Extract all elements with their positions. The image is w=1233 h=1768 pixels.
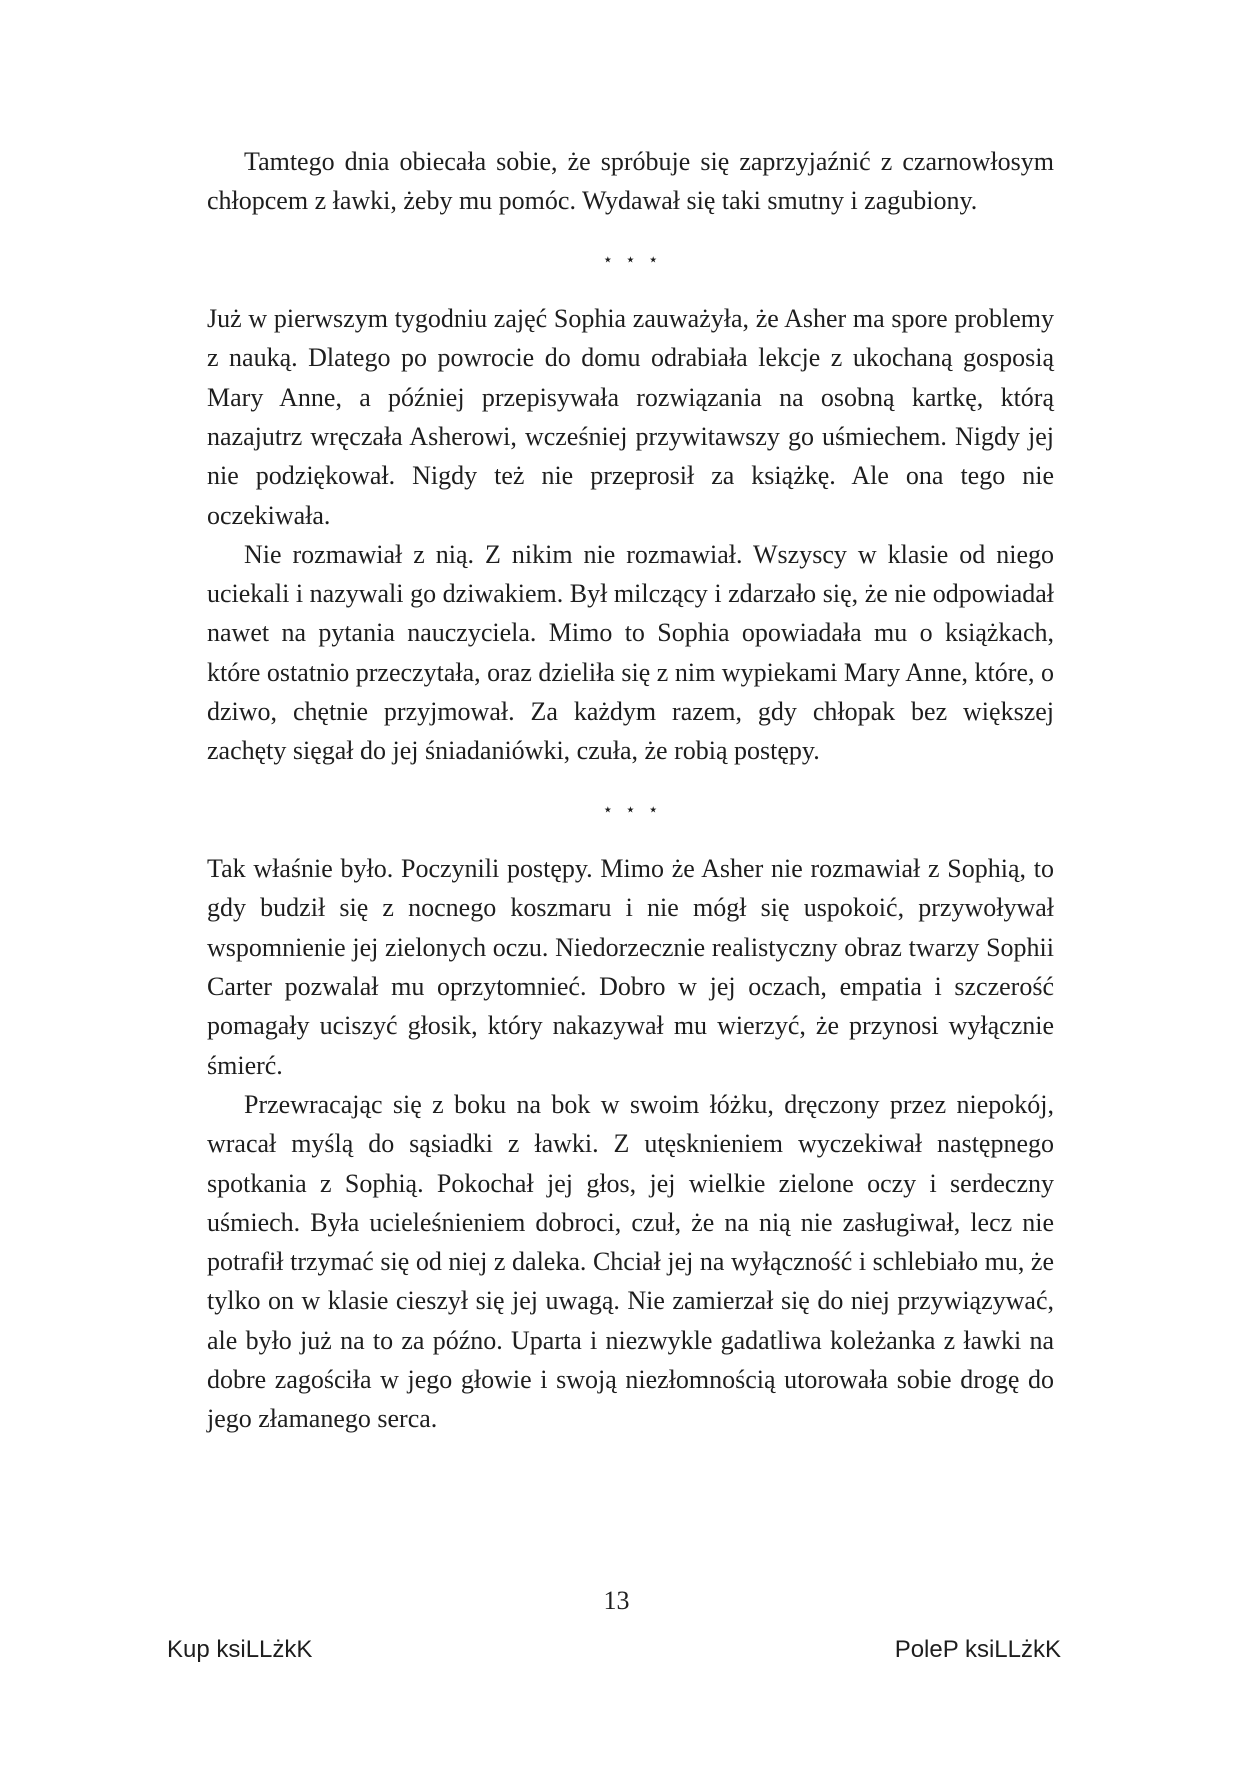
scene-separator-1: ⋆⋆⋆ (602, 250, 671, 270)
paragraph-3: Nie rozmawiał z nią. Z nikim nie rozmawiał. Wszyscy w klasie od niego uciekali i nazywali go dziwakiem. Był milczący i zdarzało się, że nie odpowiadał nawet na pytania nauczyciela. Mimo to Sophia opowiadała mu o książkach, które ostatnio przeczytała, oraz dzieliła się z nim wypiekami Mary Anne, które, o dziwo, chętnie przyjmował. Za każdym razem, gdy chłopak bez większej zachęty sięgał do jej śniadaniówki, czuła, że robią postępy. (207, 539, 1054, 766)
scene-separator-2: ⋆⋆⋆ (602, 800, 671, 820)
paragraph-4: Tak właśnie było. Poczynili postępy. Mimo że Asher nie rozmawiał z Sophią, to gdy budził się z nocnego koszmaru i nie mógł się uspokoić, przywoływał wspomnienie jej zielonych oczu. Niedorzecznie realistyczny obraz twarzy Sophii Carter pozwalał mu oprzytomnieć. Dobro w jej oczach, empatia i szczerość pomagały uciszyć głosik, który nakazywał mu wierzyć, że przynosi wyłącznie śmierć. (207, 854, 1054, 1080)
buy-book-link[interactable]: Kup ksiLLżkK (167, 1636, 313, 1663)
body-text (207, 142, 1054, 1439)
paragraph-2: Już w pierwszym tygodniu zajęć Sophia zauważyła, że Asher ma spore problemy z nauką. Dlatego po powrocie do domu odrabiała lekcje z ukochaną gosposią Mary Anne, a później przepisywała rozwiązania na osobną kartkę, którą nazajutrz wręczała Asherowi, wcześniej przywitawszy go uśmiechem. Nigdy jej nie podziękował. Nigdy też nie przeprosił za książkę. Ale ona tego nie oczekiwała. (207, 304, 1054, 530)
page-number: 13 (603, 1586, 630, 1615)
paragraph-5: Przewracając się z boku na bok w swoim łóżku, dręczony przez niepokój, wracał myślą do sąsiadki z ławki. Z utęsknieniem wyczekiwał następnego spotkania z Sophią. Pokochał jej głos, jej wielkie zielone oczy i serdeczny uśmiech. Była ucieleśnieniem dobroci, czuł, że na nią nie zasługiwał, lecz nie potrafił trzymać się od niej z daleka. Chciał jej na wyłączność i schlebiało mu, że tylko on w klasie cieszył się jej uwagą. Nie zamierzał się do niej przywiązywać, ale było już na to za późno. Uparta i niezwykle gadatliwa koleżanka z ławki na dobre zagościła w jego głowie i swoją niezłomnością utorowała sobie drogę do jego złamanego serca. (207, 1089, 1054, 1434)
paragraph-1: Tamtego dnia obiecała sobie, że spróbuje się zaprzyjaźnić z czarnowłosym chłopcem z ławki, żeby mu pomóc. Wydawał się taki smutny i zagubiony. (207, 147, 1054, 216)
recommend-book-link[interactable]: PoleP ksiLLżkK (894, 1636, 1061, 1663)
